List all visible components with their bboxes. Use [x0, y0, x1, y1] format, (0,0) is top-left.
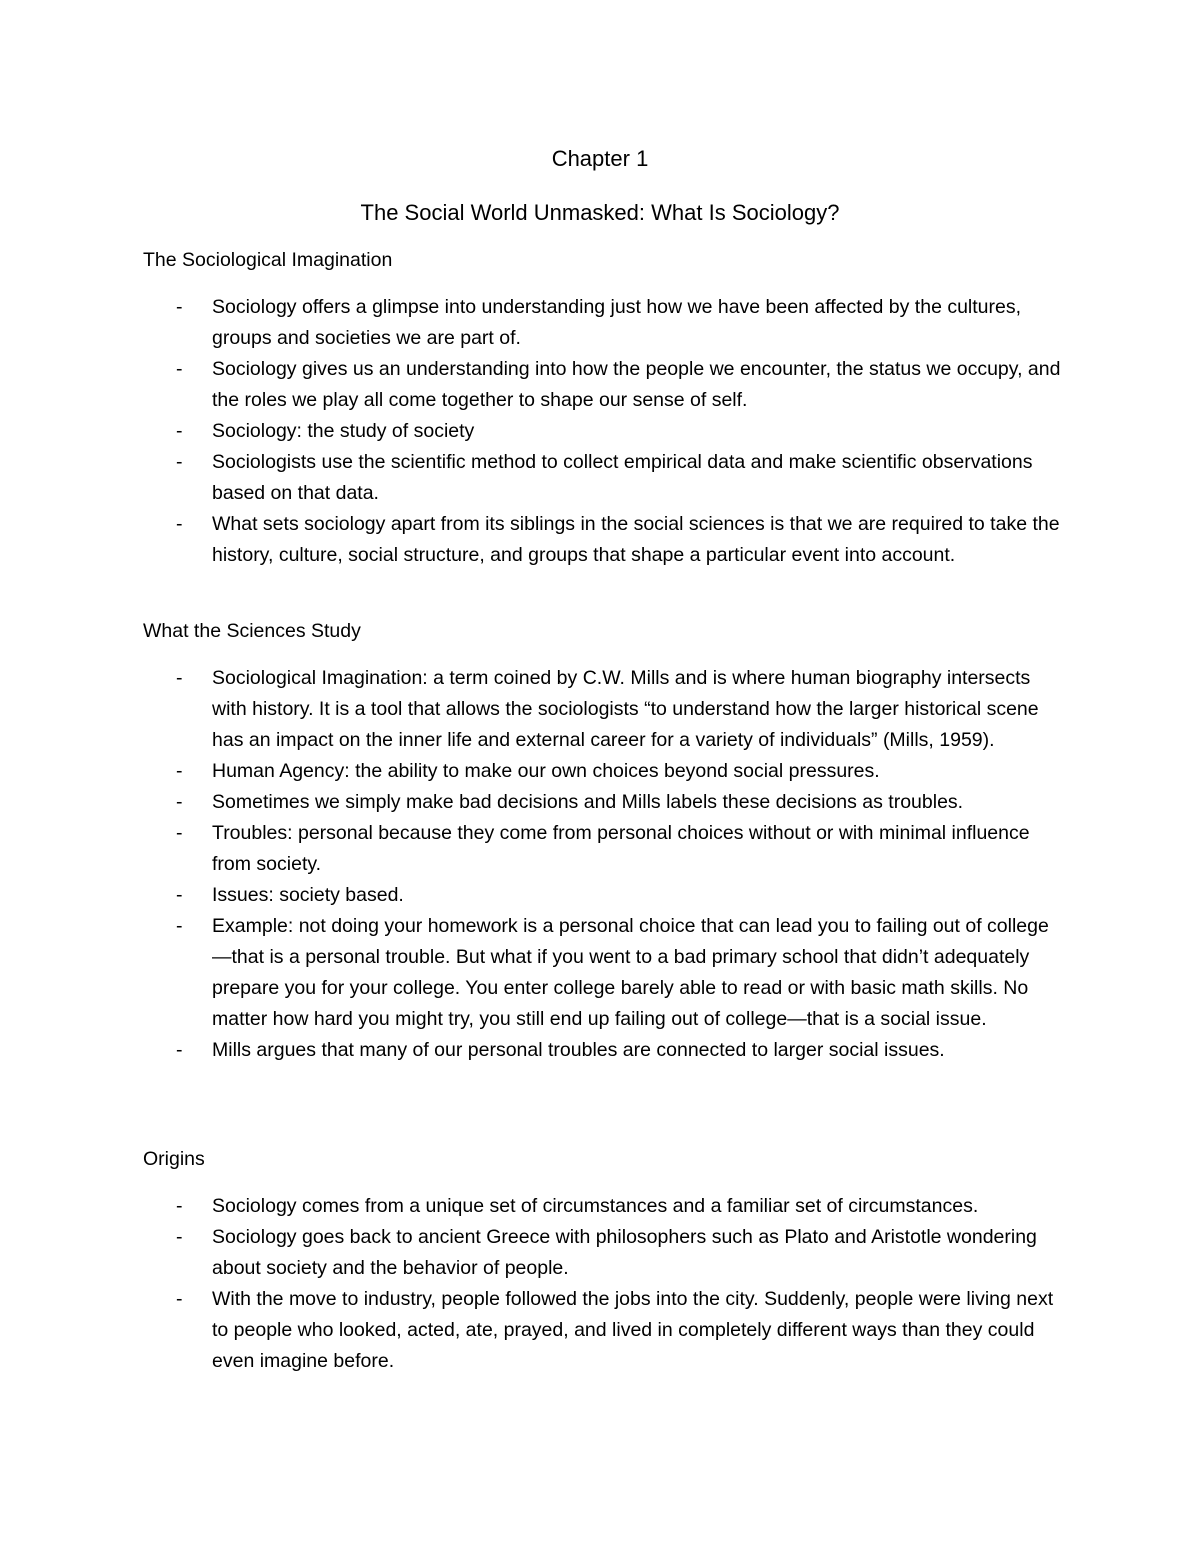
- list-item: [0, 663, 1062, 756]
- section-heading: What the Sciences Study: [143, 620, 361, 642]
- list-item-text: Example: not doing your homework is a personal choice that can lead you to failing out of college—that is a personal trouble. But what if you went to a bad primary school that didn’t adequately prepare you for your college. You enter college barely able to read or with basic math skills. No matter how hard you might try, you still end up failing out of college—that is a social issue.: [212, 915, 1049, 1030]
- list-item: [0, 509, 1062, 571]
- list-item: [0, 292, 1062, 354]
- list-item-text: Mills argues that many of our personal troubles are connected to larger social issues.: [212, 1039, 945, 1061]
- bullet-marker: -: [176, 760, 183, 782]
- bullet-marker: -: [176, 358, 183, 380]
- bullet-list: [0, 292, 1200, 571]
- list-item: [0, 447, 1062, 509]
- list-item: [0, 1284, 1062, 1377]
- chapter-label: Chapter 1: [551, 146, 649, 171]
- bullet-marker: -: [176, 296, 183, 318]
- bullet-list: [0, 1191, 1200, 1377]
- chapter-title: The Social World Unmasked: What Is Sociology?: [360, 200, 840, 225]
- bullet-marker: -: [176, 1226, 183, 1248]
- list-item-text: Troubles: personal because they come from personal choices without or with minimal influence from society.: [212, 822, 1030, 875]
- bullet-marker: -: [176, 1039, 183, 1061]
- bullet-marker: -: [176, 513, 183, 535]
- list-item: [0, 880, 1062, 911]
- list-item: [0, 416, 1062, 447]
- list-item-text: Sociology: the study of society: [212, 420, 475, 442]
- list-item-text: Sometimes we simply make bad decisions and Mills labels these decisions as troubles.: [212, 791, 964, 813]
- list-item-text: With the move to industry, people followed the jobs into the city. Suddenly, people were living next to people who looked, acted, ate, prayed, and lived in completely different ways than they could even imagine before.: [212, 1288, 1054, 1372]
- bullet-marker: -: [176, 822, 183, 844]
- list-item: [0, 1035, 1062, 1066]
- list-item: [0, 787, 1062, 818]
- bullet-marker: -: [176, 1288, 183, 1310]
- list-item: [0, 818, 1062, 880]
- bullet-marker: -: [176, 420, 183, 442]
- bullet-marker: -: [176, 791, 183, 813]
- bullet-list: [0, 663, 1200, 1066]
- list-item: [0, 354, 1062, 416]
- list-item-text: Sociology offers a glimpse into understanding just how we have been affected by the cultures, groups and societies we are part of.: [212, 296, 1022, 349]
- bullet-marker: -: [176, 884, 183, 906]
- list-item-text: Issues: society based.: [212, 884, 404, 906]
- bullet-marker: -: [176, 667, 183, 689]
- list-item-text: Human Agency: the ability to make our own choices beyond social pressures.: [212, 760, 880, 782]
- list-item: [0, 1191, 1062, 1222]
- list-item-text: Sociology comes from a unique set of circumstances and a familiar set of circumstances.: [212, 1195, 979, 1217]
- list-item-text: Sociology goes back to ancient Greece with philosophers such as Plato and Aristotle wondering about society and the behavior of people.: [212, 1226, 1037, 1279]
- list-item: [0, 756, 1062, 787]
- section-heading: The Sociological Imagination: [143, 249, 393, 271]
- section-heading: Origins: [143, 1148, 205, 1170]
- list-item-text: Sociological Imagination: a term coined by C.W. Mills and is where human biography intersects with history. It is a tool that allows the sociologists “to understand how the larger historical scene has an impact on the inner life and external career for a variety of individuals” (Mills, 1959).: [212, 667, 1039, 751]
- bullet-marker: -: [176, 1195, 183, 1217]
- list-item-text: What sets sociology apart from its siblings in the social sciences is that we are required to take the history, culture, social structure, and groups that shape a particular event into account.: [212, 513, 1060, 566]
- bullet-marker: -: [176, 915, 183, 937]
- list-item-text: Sociology gives us an understanding into how the people we encounter, the status we occupy, and the roles we play all come together to shape our sense of self.: [212, 358, 1061, 411]
- list-item: [0, 911, 1062, 1035]
- list-item-text: Sociologists use the scientific method to collect empirical data and make scientific observations based on that data.: [212, 451, 1033, 504]
- bullet-marker: -: [176, 451, 183, 473]
- list-item: [0, 1222, 1062, 1284]
